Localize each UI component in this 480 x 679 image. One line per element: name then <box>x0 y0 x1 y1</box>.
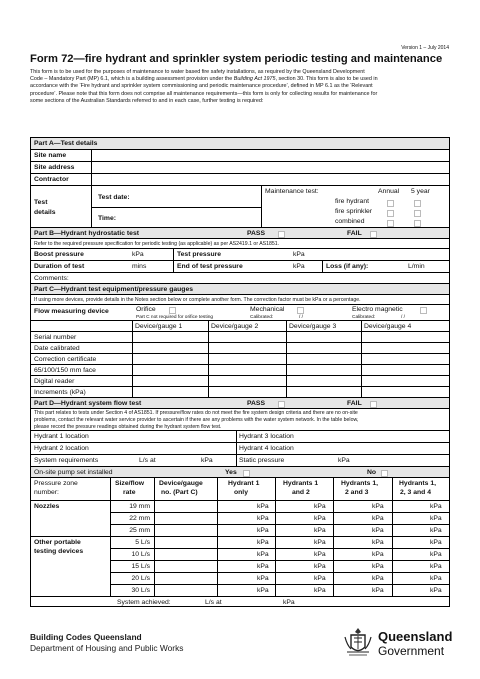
kpa-unit-label: kPa <box>257 527 269 534</box>
gauge-row: Increments (kPa) <box>31 387 449 398</box>
part-c-header: Part C—Hydrant test equipment/pressure gauges <box>31 284 449 295</box>
flow-size-label: 30 L/s <box>131 587 150 594</box>
flow-table-row <box>31 573 449 585</box>
system-requirements-row: System requirements L/s at kPa Static pressure kPa <box>31 455 449 467</box>
flow-table-row <box>31 561 449 573</box>
kpa-unit-label: kPa <box>314 527 326 534</box>
gauge-header-row: Device/gauge 1 Device/gauge 2 Device/gauge 3 Device/gauge 4 <box>31 321 449 332</box>
kpa-unit-label: kPa <box>372 551 384 558</box>
maintenance-test-cell: Maintenance test: Annual 5 year fire hydrant fire sprinkler combined <box>261 186 449 227</box>
gauge-row: Digital reader <box>31 376 449 387</box>
queensland-government-logo: Queensland Government <box>342 625 452 661</box>
comments-row[interactable]: Comments: <box>31 273 449 284</box>
pump-yes-checkbox[interactable] <box>243 470 250 477</box>
orifice-checkbox[interactable] <box>169 307 176 314</box>
electro-checkbox[interactable] <box>420 307 427 314</box>
part-b-header: Part B—Hydrant hydrostatic test PASS FAIL <box>31 228 449 239</box>
pump-no-checkbox[interactable] <box>381 470 388 477</box>
fiveyear-combined-checkbox[interactable] <box>414 220 421 227</box>
coat-of-arms-icon <box>342 625 374 659</box>
flow-size-label: 10 L/s <box>131 551 150 558</box>
gauge-row: 65/100/150 mm face <box>31 365 449 376</box>
gauge-row: Correction certificate <box>31 354 449 365</box>
kpa-unit-label: kPa <box>430 539 442 546</box>
kpa-unit-label: kPa <box>372 515 384 522</box>
flow-table-row <box>31 549 449 561</box>
site-name-row: Site name <box>31 150 449 162</box>
kpa-unit-label: kPa <box>430 527 442 534</box>
flow-group-label: Nozzles <box>34 503 60 510</box>
mechanical-checkbox[interactable] <box>297 307 304 314</box>
kpa-unit-label: kPa <box>257 587 269 594</box>
intro-text: This form is to be used for the purposes of maintenance to water based fire safety installations, as required by the Queensland Development Code – Mandatory Part (MP) 6.1, which is a building assessment provision under the Building Act 1975, section 30. This form is also to be used in accordance with the ‘Fire hydrant and sprinkler system commissioning and periodic maintenance procedure’, defined in MP 6.1 as the ‘Relevant procedure’. Please note that this form does not comprise all maintenance requirements—this form is only for collecting results for maintenance for some sections of the Australian Standards referred to and in each case, further testing is required: <box>30 69 378 104</box>
kpa-unit-label: kPa <box>430 515 442 522</box>
kpa-unit-label: kPa <box>430 563 442 570</box>
version-label: Version 1 – July 2014 <box>401 45 449 51</box>
annual-sprinkler-checkbox[interactable] <box>387 210 394 217</box>
flow-device-row: Flow measuring device Orifice Part C not required for orifice testing Mechanical Calibrated: / / Electro magnetic Calibrated: / / <box>31 305 449 321</box>
annual-combined-checkbox[interactable] <box>387 220 394 227</box>
flow-group-label: testing devices <box>34 548 84 555</box>
boost-pressure-row: Boost pressure kPa Test pressure kPa <box>31 249 449 261</box>
footer-dept: Department of Housing and Public Works <box>30 643 184 653</box>
kpa-unit-label: kPa <box>314 515 326 522</box>
flow-size-label: 25 mm <box>129 527 150 534</box>
flow-table-row <box>31 513 449 525</box>
part-b-fail-checkbox[interactable] <box>370 231 377 238</box>
kpa-unit-label: kPa <box>314 587 326 594</box>
part-d-pass-checkbox[interactable] <box>278 401 285 408</box>
site-name-field[interactable] <box>91 150 92 161</box>
kpa-unit-label: kPa <box>257 515 269 522</box>
kpa-unit-label: kPa <box>372 539 384 546</box>
kpa-unit-label: kPa <box>314 551 326 558</box>
kpa-unit-label: kPa <box>372 587 384 594</box>
part-c-note: If using more devices, provide details in the Notes section below or complete another form. The correction factor must be kPa or a percentage. <box>31 295 449 305</box>
kpa-unit-label: kPa <box>430 551 442 558</box>
kpa-unit-label: kPa <box>430 587 442 594</box>
flow-group-label: Other portable <box>34 539 81 546</box>
fiveyear-sprinkler-checkbox[interactable] <box>414 210 421 217</box>
part-d-header: Part D—Hydrant system flow test PASS FAIL <box>31 398 449 409</box>
part-d-fail-checkbox[interactable] <box>370 401 377 408</box>
footer-org: Building Codes Queensland <box>30 632 142 642</box>
gauge-row: Serial number <box>31 332 449 343</box>
kpa-unit-label: kPa <box>314 575 326 582</box>
flow-table-row <box>31 501 449 513</box>
hydrant-location-row: Hydrant 1 location Hydrant 3 location <box>31 431 449 443</box>
flow-table-header: Pressure zone number: Size/flow rate Device/gauge no. (Part C) Hydrant 1 only Hydrants 1 and 2 Hydrants 1, 2 and 3 Hydrants 1, 2, 3 and 4 <box>31 478 449 501</box>
system-achieved-row: System achieved: L/s at kPa <box>117 599 295 606</box>
onsite-pump-row: On-site pump set installed Yes No <box>31 467 449 478</box>
page-title: Form 72—fire hydrant and sprinkler system periodic testing and maintenance <box>30 53 443 65</box>
flow-size-label: 20 L/s <box>131 575 150 582</box>
kpa-unit-label: kPa <box>257 503 269 510</box>
fiveyear-hydrant-checkbox[interactable] <box>414 200 421 207</box>
test-datetime-cell: Test date: Time: <box>91 186 261 227</box>
kpa-unit-label: kPa <box>372 563 384 570</box>
test-details-row: Test details Test date: Time: Maintenance test: Annual 5 year fire hydrant fire sprinkler combined <box>31 186 449 228</box>
gauge-row: Date calibrated <box>31 343 449 354</box>
flow-size-label: 15 L/s <box>131 563 150 570</box>
kpa-unit-label: kPa <box>314 539 326 546</box>
kpa-unit-label: kPa <box>430 575 442 582</box>
part-a-header: Part A—Test details <box>31 138 449 150</box>
contractor-field[interactable] <box>91 174 92 185</box>
part-b-pass-checkbox[interactable] <box>278 231 285 238</box>
kpa-unit-label: kPa <box>372 575 384 582</box>
annual-hydrant-checkbox[interactable] <box>387 200 394 207</box>
duration-row: Duration of test mins End of test pressure kPa Loss (if any): L/min <box>31 261 449 273</box>
flow-size-label: 5 L/s <box>135 539 150 546</box>
kpa-unit-label: kPa <box>430 503 442 510</box>
hydrant-location-row: Hydrant 2 location Hydrant 4 location <box>31 443 449 455</box>
kpa-unit-label: kPa <box>372 503 384 510</box>
maintenance-form <box>30 137 450 607</box>
flow-size-label: 19 mm <box>129 503 150 510</box>
flow-table-row <box>31 585 449 597</box>
site-address-field[interactable] <box>91 162 92 173</box>
part-d-note: This part relates to tests under Section 4 of AS1851. If pressure/flow rates do not meet the fire system design criteria and there are no on-site problems, contact the relevant water service provider to ascertain if there are any problems with the water system network. In the table below, please record the pressure readings obtained during the hydrant system flow test. <box>31 409 449 431</box>
flow-size-label: 22 mm <box>129 515 150 522</box>
kpa-unit-label: kPa <box>257 539 269 546</box>
kpa-unit-label: kPa <box>372 527 384 534</box>
flow-table-row <box>31 525 449 537</box>
kpa-unit-label: kPa <box>314 563 326 570</box>
part-b-note: Refer to the required pressure specification for periodic testing (as applicable) as per AS2419.1 or AS1851. <box>31 239 449 249</box>
site-address-row: Site address <box>31 162 449 174</box>
contractor-row: Contractor <box>31 174 449 186</box>
kpa-unit-label: kPa <box>257 551 269 558</box>
kpa-unit-label: kPa <box>257 563 269 570</box>
kpa-unit-label: kPa <box>257 575 269 582</box>
kpa-unit-label: kPa <box>314 503 326 510</box>
